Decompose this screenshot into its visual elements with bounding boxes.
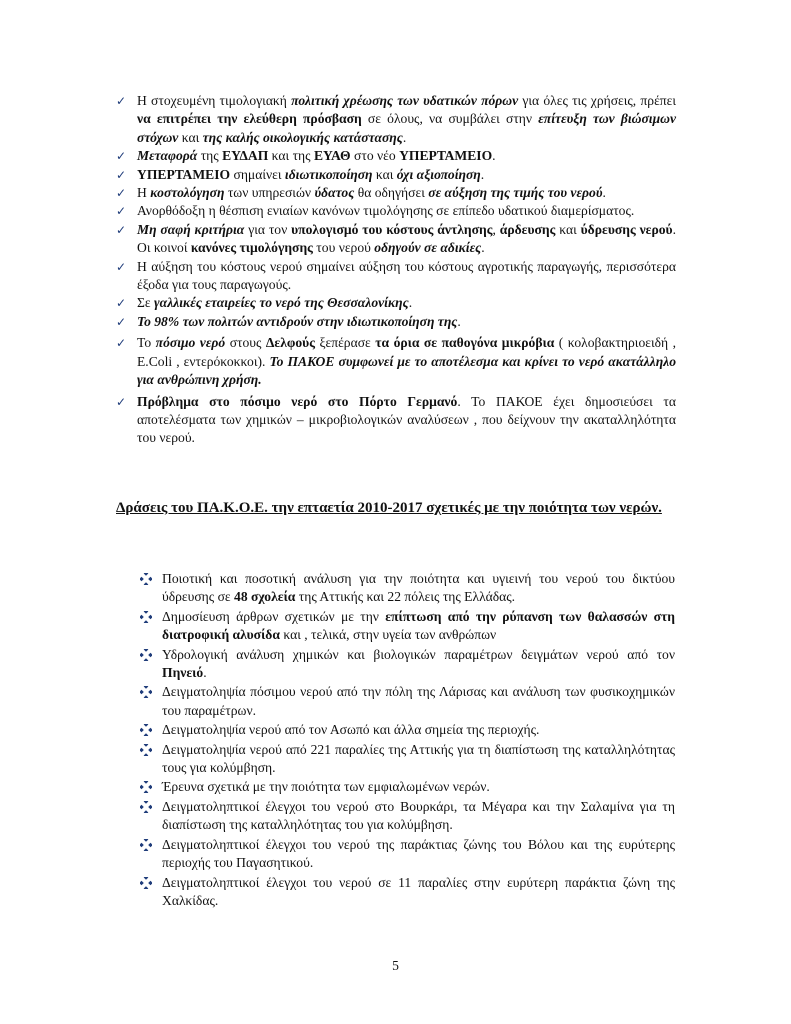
diamond-list-item	[138, 721, 675, 739]
text-run: της καλής οικολογικής κατάστασης	[202, 129, 403, 145]
check-list-item	[116, 393, 676, 448]
text-run: γαλλικές εταιρείες το νερό της Θεσσαλονίκης	[154, 295, 409, 311]
text-run: Πρόβλημα στο πόσιμο νερό στο Πόρτο Γερμανό	[137, 393, 458, 409]
text-run: 48 σχολεία	[234, 589, 296, 605]
text-run: Δειγματοληψία νερού από τον Ασωπό και άλλα σημεία της περιοχής.	[162, 722, 540, 738]
text-run: της	[197, 148, 223, 164]
text-run: του νερού	[312, 240, 375, 256]
text-run: Δειγματοληπτικοί έλεγχοι του νερού σε 11 παραλίες στην ευρύτερη παράκτια ζώνη της Χαλκίδας.	[162, 874, 675, 908]
text-run: Η στοχευμένη τιμολογιακή	[137, 93, 292, 108]
text-run: κανόνες τιμολόγησης	[190, 240, 313, 256]
text-run: Υδρολογική ανάλυση χημικών και βιολογικών παραμέτρων δειγμάτων νερού από τον	[162, 646, 675, 662]
text-run: . Το ΠΑΚΟΕ έχει δημοσιεύσει τα αποτελέσματα των χημικών – μικροβιολογικών αναλύσεων , που δείχνουν την ακαταλληλότητα του νερού.	[137, 393, 676, 446]
check-list-item	[116, 313, 676, 331]
text-run: Ανορθόδοξη η θέσπιση ενιαίων κανόνων τιμολόγησης σε επίπεδο υδατικού διαμερίσματος.	[137, 203, 635, 219]
checkmark-icon: ✓	[116, 167, 127, 182]
text-run: επίτευξη των βιώσιμων στόχων	[137, 111, 676, 145]
checkmark-icon: ✓	[116, 94, 127, 108]
check-list-item	[116, 166, 676, 184]
text-run: Δειγματοληψία πόσιμου νερού από την πόλη της Λάρισας και ανάλυση των φυσικοχημικών του παραμέτρων.	[162, 684, 675, 718]
text-run: Ποιοτική και ποσοτική ανάλυση για την ποιότητα και υγιεινή του νερού του δικτύου ύδρευσης σε	[162, 571, 675, 605]
text-run: επίπτωση από την ρύπανση των θαλασσών στη διατροφική αλυσίδα	[162, 608, 676, 643]
text-run: όχι αξιοποίηση	[396, 166, 481, 182]
text-run: Το ΠΑΚΟΕ συμφωνεί με το αποτέλεσμα και κρίνει το νερό ακατάλληλο για ανθρώπινη χρήση.	[137, 353, 676, 388]
diamond-list	[138, 570, 675, 911]
text-run: Δειγματοληπτικοί έλεγχοι του νερού της παράκτιας ζώνης του Βόλου και της ευρύτερης περιοχής του Παγασητικού.	[162, 836, 675, 871]
four-diamonds-bullet-icon	[140, 801, 152, 813]
text-run: της Αττικής και 22 πόλεις της Ελλάδας.	[295, 589, 516, 605]
diamond-list-item	[138, 874, 675, 911]
check-list-item	[116, 294, 676, 312]
diamond-list-item	[138, 570, 675, 607]
checkmark-icon: ✓	[116, 186, 127, 201]
check-list-item	[116, 334, 676, 389]
text-run: θα οδηγήσει	[354, 185, 429, 201]
text-run: ΥΠΕΡΤΑΜΕΙΟ	[137, 166, 231, 182]
four-diamonds-bullet-icon	[140, 839, 152, 851]
diamond-list-item	[138, 778, 675, 796]
text-run: ξεπέρασε	[314, 335, 376, 351]
text-run: Δειγματοληψία νερού από 221 παραλίες της Αττικής για τη διαπίστωση της καταλληλότητας τους για κολύμβηση.	[162, 741, 675, 776]
text-run: ΕΥΔΑΠ	[222, 148, 269, 164]
diamond-list-item	[138, 683, 675, 720]
checkmark-icon: ✓	[116, 222, 127, 237]
check-list-item	[116, 202, 676, 220]
four-diamonds-bullet-icon	[140, 724, 152, 736]
text-run: Το 98% των πολιτών αντιδρούν στην ιδιωτικοποίηση της	[137, 313, 458, 329]
check-list-item	[116, 147, 676, 165]
text-run: ,	[492, 221, 500, 237]
text-run: στους	[225, 335, 266, 351]
text-run: για όλες τις χρήσεις, πρέπει	[518, 93, 677, 108]
text-run: . Οι κοινοί	[137, 221, 677, 256]
text-run: ΕΥΑΘ	[313, 148, 351, 164]
text-run: Σε	[137, 295, 155, 311]
four-diamonds-bullet-icon	[140, 686, 152, 698]
section-title: Δράσεις του ΠΑ.Κ.Ο.Ε. την επταετία 2010-2017 σχετικές με την ποιότητα των νερών.	[116, 500, 662, 516]
text-run: να επιτρέπει την ελεύθερη πρόσβαση	[137, 111, 362, 127]
text-run: .	[203, 665, 207, 681]
text-run: Η	[137, 185, 151, 201]
four-diamonds-bullet-icon	[140, 781, 152, 793]
four-diamonds-bullet-icon	[140, 649, 152, 661]
four-diamonds-bullet-icon	[140, 611, 152, 623]
checkmark-icon: ✓	[116, 394, 127, 409]
checkmark-icon: ✓	[116, 149, 127, 164]
text-run: Πηνειό	[162, 665, 204, 681]
text-run: σε αύξηση της τιμής του νερού	[428, 185, 603, 201]
check-list	[116, 92, 676, 448]
check-list-item	[116, 92, 676, 147]
text-run: ΥΠΕΡΤΑΜΕΙΟ	[399, 148, 493, 164]
diamond-list-item	[138, 608, 675, 645]
text-run: ύδρευσης νερού	[580, 221, 673, 237]
text-run: .	[480, 166, 485, 182]
four-diamonds-bullet-icon	[140, 573, 152, 585]
checkmark-icon: ✓	[116, 336, 127, 351]
checkmark-icon: ✓	[116, 314, 127, 329]
text-run: υπολογισμό του κόστους άντλησης	[291, 221, 493, 237]
text-run: .	[492, 148, 496, 164]
text-run: Μη σαφή κριτήρια	[137, 221, 245, 237]
text-run: σε όλους, να συμβάλει στην	[361, 111, 539, 127]
text-run: ιδιωτικοποίηση	[284, 166, 373, 182]
text-run: και , τελικά, στην υγεία των ανθρώπων	[279, 627, 497, 643]
text-run: και της	[268, 148, 314, 164]
text-run: ύδατος	[314, 185, 355, 201]
checkmark-icon: ✓	[116, 204, 127, 219]
text-run: κοστολόγηση	[150, 185, 225, 201]
text-run: .	[457, 313, 461, 329]
text-run: Δελφούς	[265, 335, 315, 351]
check-list-item	[116, 258, 676, 295]
text-run: Έρευνα σχετικά με την ποιότητα των εμφιαλωμένων νερών.	[162, 779, 490, 795]
text-run: Το	[137, 335, 156, 351]
text-run: Μεταφορά	[137, 148, 198, 164]
text-run: οδηγούν σε αδικίες	[374, 240, 482, 256]
text-run: πολιτική χρέωσης των υδατικών πόρων	[291, 93, 519, 108]
text-run: και	[178, 129, 203, 145]
diamond-list-item	[138, 741, 675, 778]
text-run: και	[372, 166, 397, 182]
text-run: τα όρια σε παθογόνα μικρόβια	[375, 335, 555, 351]
text-run: για τον	[244, 221, 292, 237]
page-number: 5	[392, 958, 399, 973]
text-run: και	[555, 221, 581, 237]
checkmark-icon: ✓	[116, 259, 127, 274]
text-run: ( κολοβακτηριοειδή , E.Coli , εντερόκοκκοι).	[137, 335, 676, 369]
text-run: των υπηρεσιών	[224, 185, 315, 201]
check-list-item	[116, 221, 676, 258]
text-run: .	[602, 185, 606, 201]
checkmark-icon: ✓	[116, 296, 127, 311]
text-run: Η αύξηση του κόστους νερού σημαίνει αύξηση του κόστους αγροτικής παραγωγής, περισσότερα έξοδα για τους παραγωγούς.	[137, 258, 676, 293]
text-run: πόσιμο νερό	[155, 335, 226, 351]
text-run: άρδευσης	[499, 221, 556, 237]
four-diamonds-bullet-icon	[140, 877, 152, 889]
text-run: .	[481, 240, 485, 256]
diamond-list-item	[138, 836, 675, 873]
check-list-item	[116, 184, 676, 202]
text-run: Δειγματοληπτικοί έλεγχοι του νερού στο Βουρκάρι, τα Μέγαρα και την Σαλαμίνα για τη διαπίστωση της καταλληλότητας του για κολύμβηση.	[162, 798, 675, 833]
text-run: στο νέο	[350, 148, 400, 164]
text-run: .	[402, 129, 407, 145]
diamond-list-item	[138, 646, 675, 683]
diamond-list-item	[138, 798, 675, 835]
text-run: .	[408, 295, 413, 311]
four-diamonds-bullet-icon	[140, 744, 152, 756]
text-run: σημαίνει	[230, 166, 285, 182]
text-run: Δημοσίευση άρθρων σχετικών με την	[162, 608, 386, 624]
